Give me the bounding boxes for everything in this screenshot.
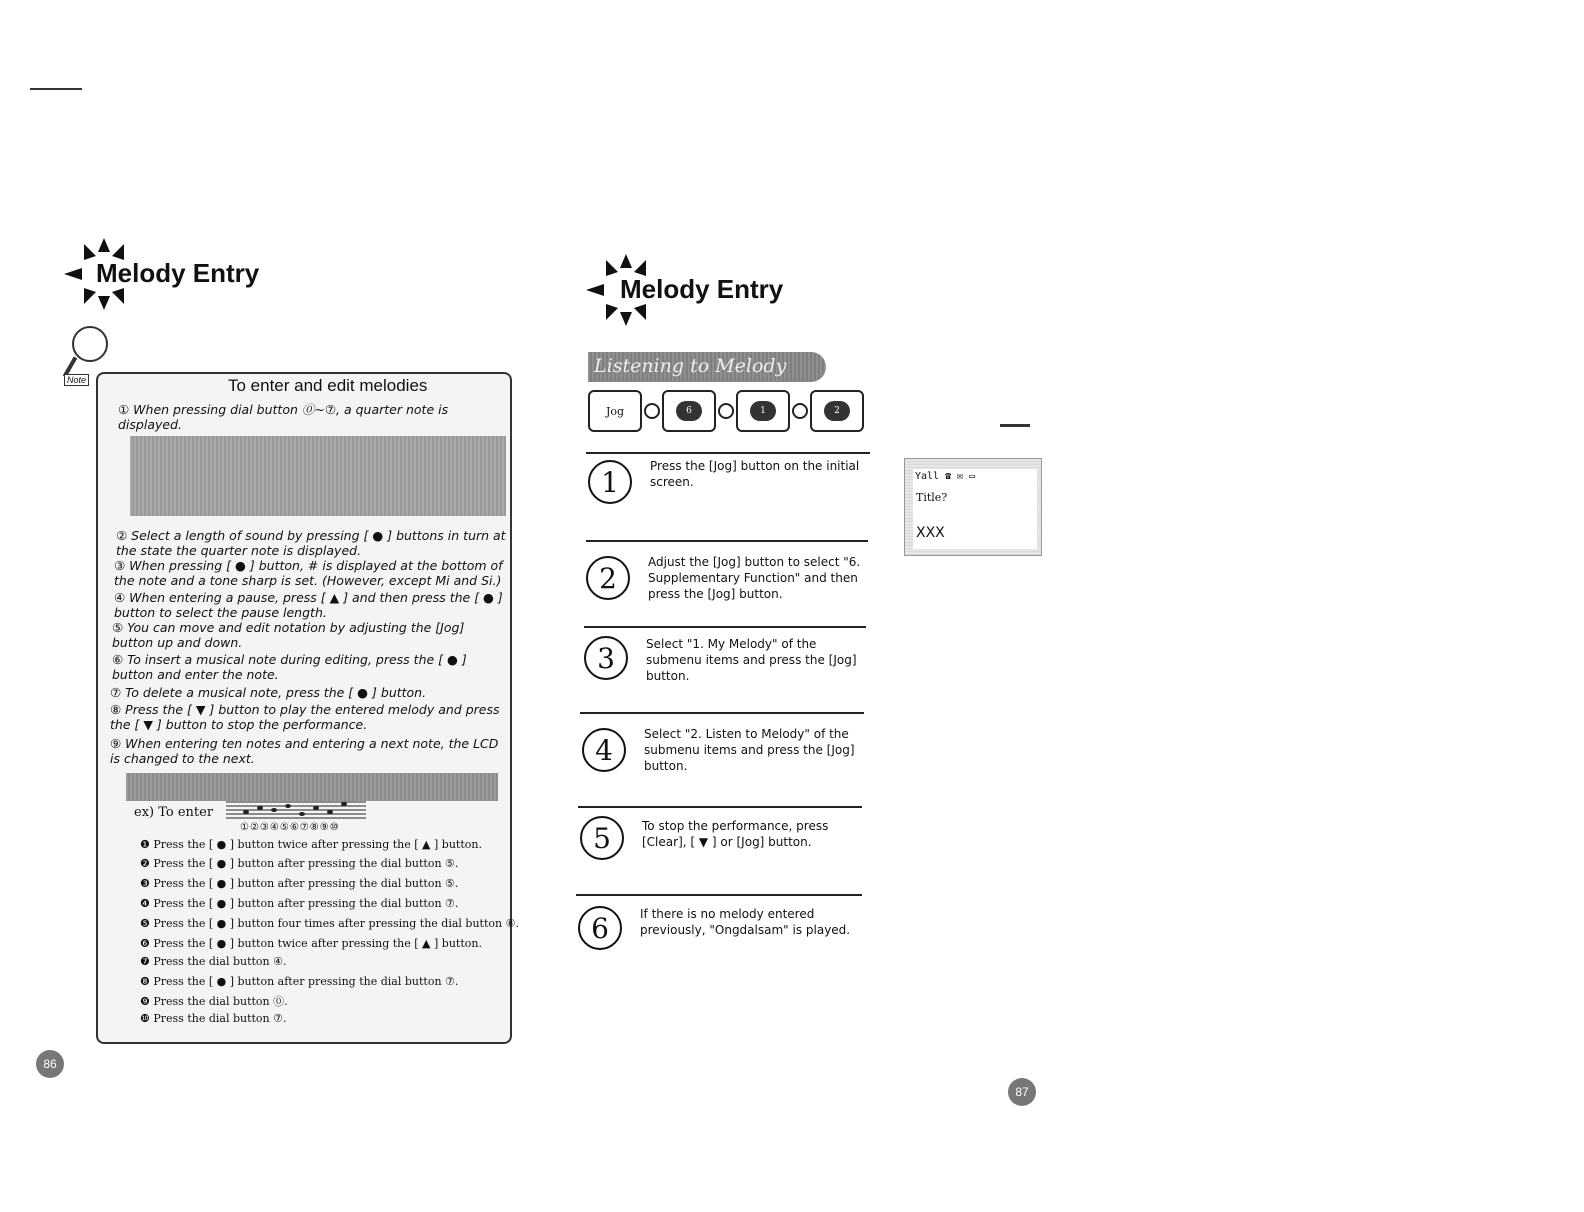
key-2-label: 2: [824, 401, 850, 421]
step-divider: [586, 540, 868, 542]
step-text: If there is no melody entered previously, "Ongdalsam" is played.: [640, 907, 851, 937]
example-step: ❽ Press the [ ● ] button after pressing the dial button ⑦.: [140, 975, 459, 988]
staff-numbers: ①②③④⑤⑥⑦⑧⑨⑩: [240, 822, 340, 833]
note-item: ② Select a length of sound by pressing [ ● ] buttons in turn at the state the quarter note is displayed.: [116, 528, 506, 558]
note-item: ① When pressing dial button ⓪~⑦, a quarter note is displayed.: [118, 402, 449, 432]
step-text: Adjust the [Jog] button to select "6. Supplementary Function" and then press the [Jog] button.: [648, 555, 861, 601]
page-number-badge: 87: [1008, 1078, 1036, 1106]
lcd-display: [913, 469, 1037, 549]
step-text: Select "1. My Melody" of the submenu items and press the [Jog] button.: [646, 637, 857, 683]
next-arrow-icon: [718, 403, 734, 419]
note-item: ④ When entering a pause, press [ ▲ ] and then press the [ ● ] button to select the pause length.: [114, 590, 503, 620]
lcd-title: Title?: [916, 491, 948, 504]
note-item: ⑥ To insert a musical note during editing, press the [ ● ] button and enter the note.: [112, 652, 467, 682]
scan-artifact: [1000, 424, 1030, 427]
step-text: Press the [Jog] button on the initial screen.: [650, 459, 860, 489]
example-bar: [126, 773, 498, 801]
step-divider: [580, 712, 864, 714]
jog-key: [588, 390, 642, 432]
music-staff-icon: [226, 800, 366, 822]
note-item: ⑤ You can move and edit notation by adjusting the [Jog] button up and down.: [112, 620, 465, 650]
example-label: ex) To enter: [134, 805, 214, 820]
step-number: 2: [586, 556, 630, 600]
magnifier-icon: [72, 326, 108, 362]
key-1-label: 1: [750, 401, 776, 421]
example-step: ❸ Press the [ ● ] button after pressing the dial button ⑤.: [140, 877, 459, 890]
next-arrow-icon: [644, 403, 660, 419]
phone-lcd-screen: [904, 458, 1042, 556]
example-step: ❾ Press the dial button ⓪.: [140, 995, 288, 1008]
next-arrow-icon: [792, 403, 808, 419]
step-divider: [584, 626, 866, 628]
step-number: 3: [584, 636, 628, 680]
step-number: 6: [578, 906, 622, 950]
step-divider: [576, 894, 862, 896]
example-step: ❺ Press the [ ● ] button four times after pressing the dial button ⑧.: [140, 917, 519, 930]
note-heading: To enter and edit melodies: [228, 376, 428, 395]
example-step: ❻ Press the [ ● ] button twice after pressing the [ ▲ ] button.: [140, 937, 482, 950]
note-tip-block: [130, 436, 506, 516]
key-6: [662, 390, 716, 432]
example-step: ❹ Press the [ ● ] button after pressing the dial button ⑦.: [140, 897, 459, 910]
page-number-badge: 86: [36, 1050, 64, 1078]
section-bar: [588, 352, 826, 382]
example-step: ❿ Press the dial button ⑦.: [140, 1012, 287, 1025]
step-number: 1: [588, 460, 632, 504]
note-item: ⑦ To delete a musical note, press the [ ● ] button.: [110, 685, 427, 700]
page-title: Melody Entry: [620, 274, 784, 304]
step-divider: [578, 806, 862, 808]
step-text: To stop the performance, press [Clear], [ ▼ ] or [Jog] button.: [642, 819, 829, 849]
section-bar-label: Listening to Melody: [594, 355, 787, 377]
step-number: 5: [580, 816, 624, 860]
example-step: ❼ Press the dial button ④.: [140, 955, 287, 968]
key-6-label: 6: [676, 401, 702, 421]
note-item: ③ When pressing [ ● ] button, # is displayed at the bottom of the note and a tone sharp is set. (However, except Mi and Si.): [114, 558, 503, 588]
step-number: 4: [582, 728, 626, 772]
note-tag: Note: [64, 374, 89, 386]
key-1: [736, 390, 790, 432]
lcd-status-bar: Yall ☎ ✉ ▭: [915, 471, 976, 482]
step-text: Select "2. Listen to Melody" of the submenu items and press the [Jog] button.: [644, 727, 855, 773]
jog-key-label: Jog: [605, 404, 625, 418]
example-step: ❶ Press the [ ● ] button twice after pressing the [ ▲ ] button.: [140, 838, 482, 851]
example-step: ❷ Press the [ ● ] button after pressing the dial button ⑤.: [140, 857, 459, 870]
key-2: [810, 390, 864, 432]
lcd-value: XXX: [916, 525, 945, 541]
note-item: ⑧ Press the [ ▼ ] button to play the entered melody and press the [ ▼ ] button to stop the performance.: [110, 702, 500, 732]
page-title: Melody Entry: [96, 258, 260, 288]
note-item: ⑨ When entering ten notes and entering a next note, the LCD is changed to the next.: [110, 736, 499, 766]
scan-artifact: [30, 88, 82, 90]
step-divider: [586, 452, 870, 454]
